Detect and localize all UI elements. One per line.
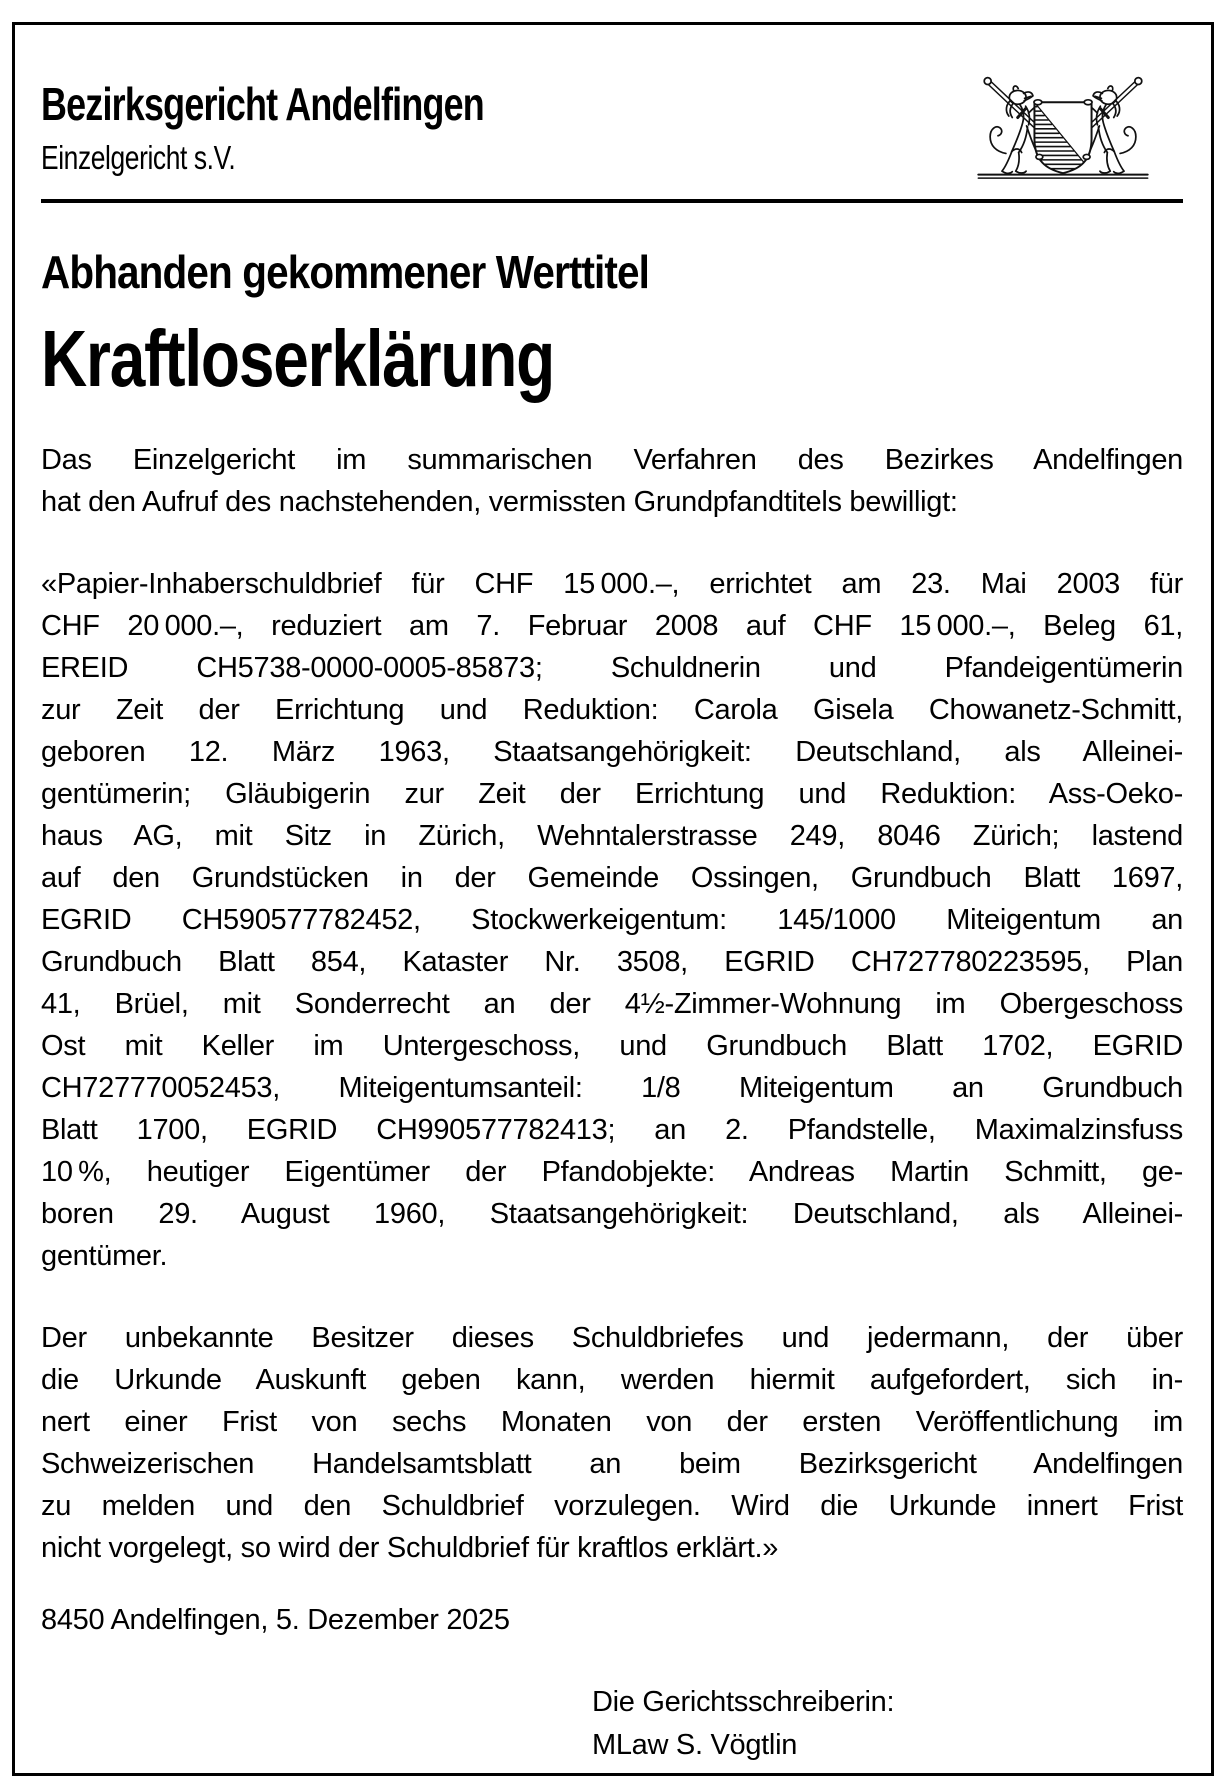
- court-block: [41, 55, 609, 174]
- lion-left: [984, 78, 1039, 174]
- text-line: 10 %, heutiger Eigentümer der Pfandobjekte: Andreas Martin Schmitt, ge-: [41, 1156, 1183, 1188]
- notice-body: [41, 439, 1183, 1767]
- text-line: hat den Aufruf des nachstehenden, vermissten Grundpfandtitels bewilligt:: [41, 486, 958, 518]
- intro-paragraph: [41, 439, 1183, 523]
- header: [41, 55, 1183, 183]
- text-line: 41, Brüel, mit Sonderrecht an der 4½-Zimmer-Wohnung im Obergeschoss: [41, 988, 1183, 1020]
- text-line: boren 29. August 1960, Staatsangehörigkeit: Deutschland, als Alleinei-: [41, 1198, 1183, 1230]
- court-division: Einzelgericht s.V.: [41, 139, 236, 176]
- text-line: auf den Grundstücken in der Gemeinde Ossingen, Grundbuch Blatt 1697,: [41, 862, 1183, 894]
- text-line: nert einer Frist von sechs Monaten von der ersten Veröffentlichung im: [41, 1406, 1183, 1438]
- text-line: geboren 12. März 1963, Staatsangehörigkeit: Deutschland, als Alleinei-: [41, 736, 1183, 768]
- text-line: EGRID CH590577782452, Stockwerkeigentum: 145/1000 Miteigentum an: [41, 904, 1183, 936]
- text-line: «Papier-Inhaberschuldbrief für CHF 15 000.–, errichtet am 23. Mai 2003 für: [41, 568, 1183, 600]
- summons-paragraph: [41, 1317, 1183, 1569]
- text-line: CHF 20 000.–, reduziert am 7. Februar 2008 auf CHF 15 000.–, Beleg 61,: [41, 610, 1183, 642]
- notice-title: Kraftloserklärung: [41, 314, 555, 403]
- notice-category: Abhanden gekommener Werttitel: [41, 246, 650, 298]
- header-divider: [41, 199, 1183, 203]
- text-line: EREID CH5738-0000-0005-85873; Schuldnerin und Pfandeigentümerin: [41, 652, 1183, 684]
- text-line: Ost mit Keller im Untergeschoss, und Grundbuch Blatt 1702, EGRID: [41, 1030, 1183, 1062]
- bond-description-paragraph: [41, 563, 1183, 1277]
- gazette-notice-sheet: [12, 22, 1214, 1776]
- place-date-line: 8450 Andelfingen, 5. Dezember 2025: [41, 1604, 510, 1636]
- text-line: Schweizerischen Handelsamtsblatt an beim Bezirksgericht Andelfingen: [41, 1448, 1183, 1480]
- signature-name: MLaw S. Vögtlin: [592, 1729, 798, 1761]
- text-line: zu melden und den Schuldbrief vorzulegen. Wird die Urkunde innert Frist: [41, 1490, 1183, 1522]
- zurich-coat-of-arms-icon: [963, 55, 1163, 183]
- lion-right: [1087, 78, 1142, 174]
- text-line: Blatt 1700, EGRID CH990577782413; an 2. Pfandstelle, Maximalzinsfuss: [41, 1114, 1183, 1146]
- text-line: Das Einzelgericht im summarischen Verfahren des Bezirkes Andelfingen: [41, 444, 1183, 476]
- text-line: CH727770052453, Miteigentumsanteil: 1/8 Miteigentum an Grundbuch: [41, 1072, 1183, 1104]
- text-line: zur Zeit der Errichtung und Reduktion: Carola Gisela Chowanetz-Schmitt,: [41, 694, 1183, 726]
- text-line: Der unbekannte Besitzer dieses Schuldbriefes und jedermann, der über: [41, 1322, 1183, 1354]
- text-line: Grundbuch Blatt 854, Kataster Nr. 3508, EGRID CH727780223595, Plan: [41, 946, 1183, 978]
- signature-role: Die Gerichtsschreiberin:: [592, 1686, 895, 1718]
- shield: [1034, 102, 1091, 173]
- court-name: Bezirksgericht Andelfingen: [41, 78, 484, 130]
- text-line: gentümer.: [41, 1240, 168, 1272]
- signature-block: [592, 1681, 1183, 1767]
- text-line: haus AG, mit Sitz in Zürich, Wehntalerstrasse 249, 8046 Zürich; lastend: [41, 820, 1183, 852]
- text-line: die Urkunde Auskunft geben kann, werden hiermit aufgefordert, sich in-: [41, 1364, 1183, 1396]
- text-line: nicht vorgelegt, so wird der Schuldbrief für kraftlos erklärt.»: [41, 1532, 779, 1564]
- text-line: gentümerin; Gläubigerin zur Zeit der Errichtung und Reduktion: Ass-Oeko-: [41, 778, 1183, 810]
